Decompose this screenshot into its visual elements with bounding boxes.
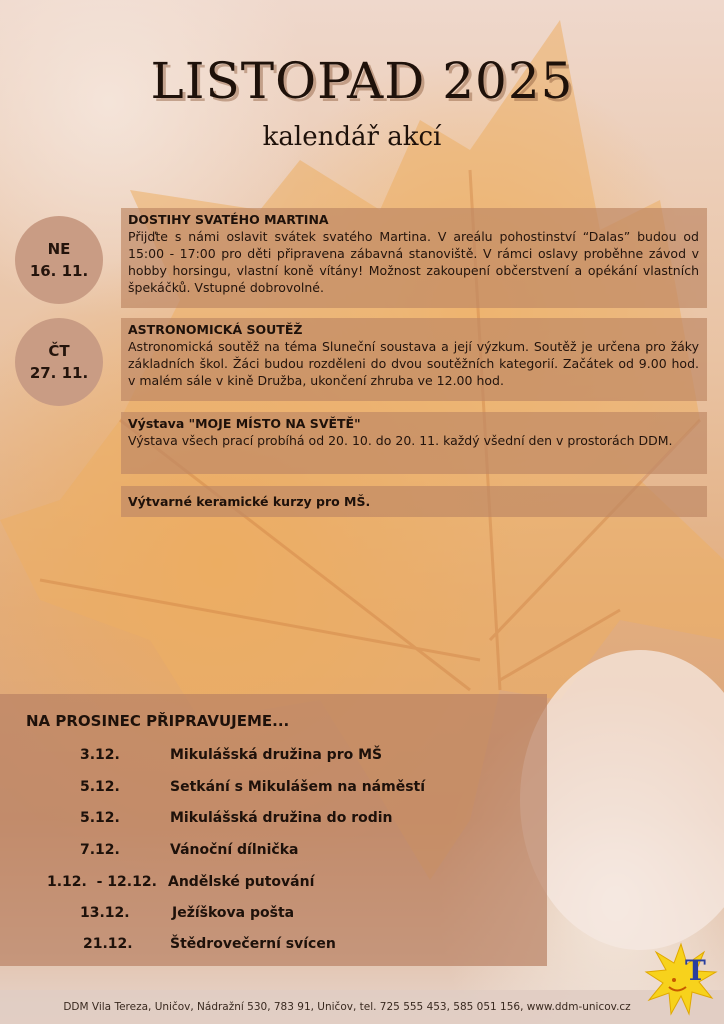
event-card bbox=[121, 412, 707, 474]
event-title: Výstava "MOJE MÍSTO NA SVĚTĚ" bbox=[128, 416, 361, 431]
plan-date: 21.12. bbox=[83, 936, 133, 952]
plan-label: Ježíškova pošta bbox=[172, 905, 295, 921]
svg-text:T: T bbox=[685, 954, 706, 987]
event-card bbox=[121, 318, 707, 401]
page-subtitle: kalendář akcí bbox=[262, 122, 442, 152]
december-plans-panel bbox=[0, 694, 547, 966]
plan-label: Vánoční dílnička bbox=[170, 842, 299, 858]
event-day: NE bbox=[47, 240, 71, 258]
december-heading: NA PROSINEC PŘIPRAVUJEME... bbox=[26, 712, 290, 730]
event-title: ASTRONOMICKÁ SOUTĚŽ bbox=[128, 322, 303, 337]
plan-label: Mikulášská družina do rodin bbox=[170, 810, 393, 826]
event-description: Výstava všech prací probíhá od 20. 10. do 20. 11. každý všední den v prostorách DDM. bbox=[128, 433, 673, 448]
event-title: Výtvarné keramické kurzy pro MŠ. bbox=[128, 494, 371, 509]
event-card bbox=[121, 208, 707, 308]
sun-logo-icon bbox=[644, 942, 718, 1016]
footer-contact-text: DDM Vila Tereza, Uničov, Nádražní 530, 783 91, Uničov, tel. 725 555 453, 585 051 156, www.ddm-unicov.cz bbox=[63, 1001, 631, 1013]
page-title: LISTOPAD 2025 bbox=[150, 52, 574, 110]
event-date-circle bbox=[15, 318, 103, 406]
event-description: Přijďte s námi oslavit svátek svatého Martina. V areálu pohostinství “Dalas” budou od 15:00 - 17:00 pro děti připravena zábavná stanoviště. V rámci oslavy proběhne závod v hobby horsingu, vlastní koně vítány! Možnost zakoupení občerstvení a opékání vlastních špekáčků. Vstupné dobrovolné. bbox=[128, 229, 699, 295]
event-date: 27. 11. bbox=[29, 364, 89, 382]
event-title: DOSTIHY SVATÉHO MARTINA bbox=[128, 212, 329, 227]
plan-date: 7.12. bbox=[80, 842, 120, 858]
plan-date: 1.12. - 12.12. bbox=[47, 874, 157, 890]
plan-date: 3.12. bbox=[80, 747, 120, 763]
plan-date: 5.12. bbox=[80, 810, 120, 826]
plan-label: Setkání s Mikulášem na náměstí bbox=[170, 779, 426, 795]
event-date: 16. 11. bbox=[29, 262, 89, 280]
plan-label: Štědrovečerní svícen bbox=[170, 936, 336, 952]
event-card bbox=[121, 486, 707, 517]
event-day: ČT bbox=[48, 342, 70, 360]
plan-label: Mikulášská družina pro MŠ bbox=[170, 747, 383, 763]
plan-date: 13.12. bbox=[80, 905, 130, 921]
event-date-circle bbox=[15, 216, 103, 304]
plan-label: Andělské putování bbox=[168, 874, 315, 890]
footer bbox=[0, 990, 724, 1024]
event-description: Astronomická soutěž na téma Sluneční soustava a její výzkum. Soutěž je určena pro žáky základních škol. Žáci budou rozděleni do dvou soutěžních kategorií. Začátek od 9.00 hod. v malém sále v kině Družba, ukončení zhruba ve 12.00 hod. bbox=[128, 339, 699, 388]
plan-date: 5.12. bbox=[80, 779, 120, 795]
